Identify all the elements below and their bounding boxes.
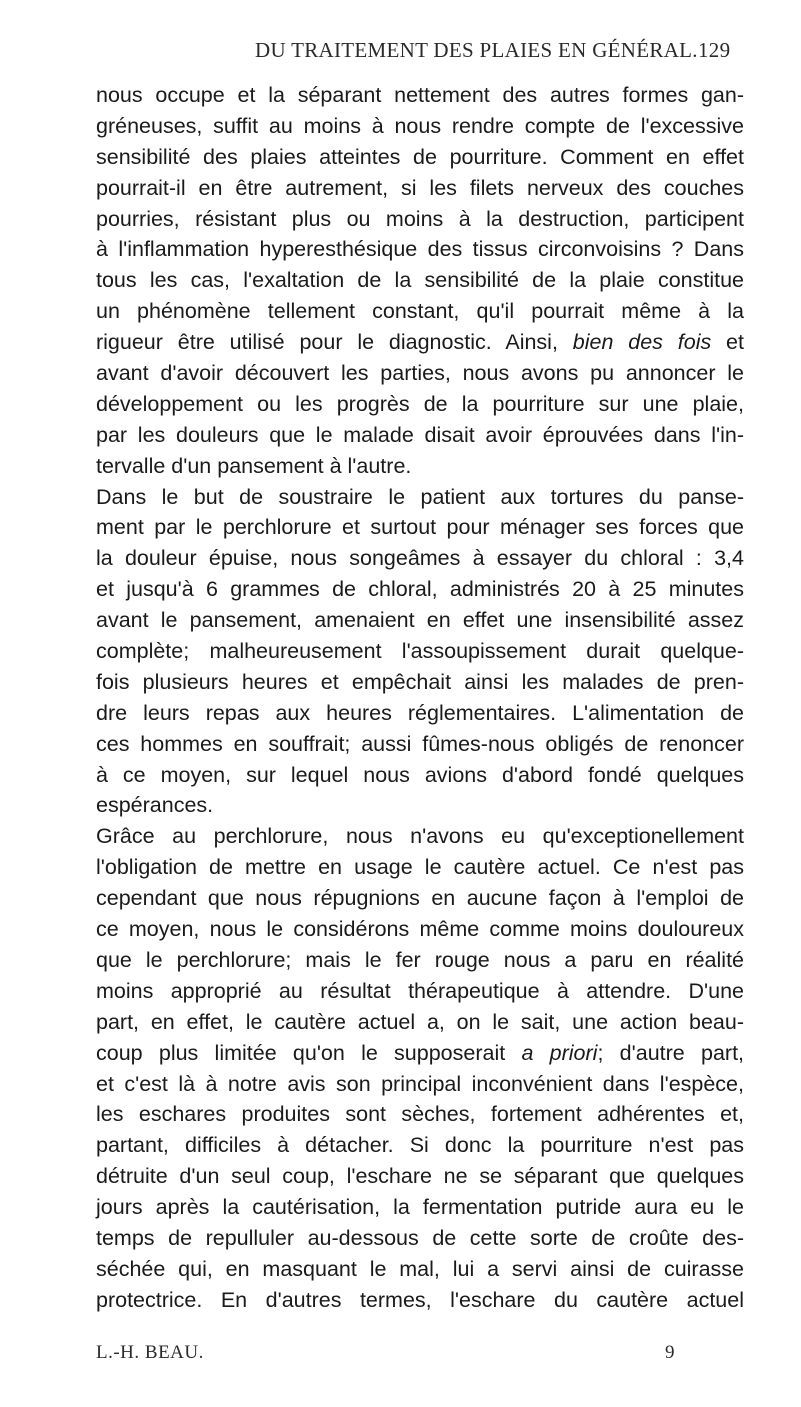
text-line: la douleur épuise, nous songeâmes à essayer du chloral : 3,4 bbox=[96, 546, 744, 571]
text-line: que le perchlorure; mais le fer rouge nous a paru en réalité bbox=[96, 947, 744, 972]
text-line: tervalle d'un pansement à l'autre. bbox=[96, 453, 412, 478]
text-line: rigueur être utilisé pour le diagnostic. Ainsi, bien des fois et bbox=[96, 330, 744, 355]
text-line: et c'est là à notre avis son principal inconvénient dans l'espèce, bbox=[96, 1071, 744, 1096]
text-line: et jusqu'à 6 grammes de chloral, administrés 20 à 25 minutes bbox=[96, 577, 744, 602]
text-line: un phénomène tellement constant, qu'il pourrait même à la bbox=[96, 299, 744, 324]
text-line: avant le pansement, amenaient en effet une insensibilité assez bbox=[96, 608, 744, 633]
text-line: partant, difficiles à détacher. Si donc la pourriture n'est pas bbox=[96, 1133, 744, 1158]
text-line: ment par le perchlorure et surtout pour ménager ses forces que bbox=[96, 515, 744, 540]
signature-line: L.-H. BEAU. bbox=[96, 1342, 204, 1363]
running-head bbox=[95, 38, 745, 68]
text-line: développement ou les progrès de la pourriture sur une plaie, bbox=[96, 391, 744, 416]
text-line: par les douleurs que le malade disait avoir éprouvées dans l'in- bbox=[96, 422, 744, 447]
text-line: pourries, résistant plus ou moins à la destruction, participent bbox=[96, 206, 744, 231]
text-line: ce moyen, nous le considérons même comme moins douloureux bbox=[96, 917, 744, 942]
text-line: l'obligation de mettre en usage le cautère actuel. Ce n'est pas bbox=[96, 855, 744, 880]
text-line: temps de repulluler au-dessous de cette sorte de croûte des- bbox=[96, 1225, 744, 1250]
page-footer bbox=[96, 1342, 746, 1372]
text-line: sensibilité des plaies atteintes de pourriture. Comment en effet bbox=[96, 144, 744, 169]
text-line: les eschares produites sont sèches, fortement adhérentes et, bbox=[96, 1102, 744, 1127]
text-line: cependant que nous répugnions en aucune façon à l'emploi de bbox=[96, 886, 744, 911]
text-line: fois plusieurs heures et empêchait ainsi les malades de pren- bbox=[96, 669, 744, 694]
text-line: moins approprié au résultat thérapeutique à attendre. D'une bbox=[96, 978, 744, 1003]
text-line: protectrice. En d'autres termes, l'eschare du cautère actuel bbox=[96, 1287, 744, 1312]
text-line: espérances. bbox=[96, 793, 214, 818]
page-number: 129 bbox=[698, 38, 731, 62]
text-line: gréneuses, suffit au moins à nous rendre compte de l'excessive bbox=[96, 113, 744, 138]
running-title: DU TRAITEMENT DES PLAIES EN GÉNÉRAL. bbox=[255, 38, 698, 62]
text-line: nous occupe et la séparant nettement des autres formes gan- bbox=[96, 83, 744, 107]
text-line: tous les cas, l'exaltation de la sensibilité de la plaie constitue bbox=[96, 268, 744, 293]
text-line: jours après la cautérisation, la fermentation putride aura eu le bbox=[96, 1195, 744, 1220]
text-line: à ce moyen, sur lequel nous avions d'abord fondé quelques bbox=[96, 762, 744, 787]
text-line: pourrait-il en être autrement, si les filets nerveux des couches bbox=[96, 175, 744, 200]
text-line: à l'inflammation hyperesthésique des tissus circonvoisins ? Dans bbox=[96, 237, 744, 262]
text-line: séchée qui, en masquant le mal, lui a servi ainsi de cuirasse bbox=[96, 1256, 744, 1281]
text-line: Dans le but de soustraire le patient aux tortures du panse- bbox=[96, 484, 744, 509]
text-line: coup plus limitée qu'on le supposerait a priori; d'autre part, bbox=[96, 1040, 745, 1065]
signature-mark: 9 bbox=[665, 1342, 675, 1363]
text-line: complète; malheureusement l'assoupissement durait quelque- bbox=[96, 639, 744, 664]
text-line: Grâce au perchlorure, nous n'avons eu qu'exceptionellement bbox=[96, 824, 744, 849]
text-line: ces hommes en souffrait; aussi fûmes-nous obligés de renoncer bbox=[96, 731, 744, 756]
body-text bbox=[96, 80, 744, 1316]
text-line: avant d'avoir découvert les parties, nous avons pu annoncer le bbox=[96, 361, 744, 386]
text-line: détruite d'un seul coup, l'eschare ne se séparant que quelques bbox=[96, 1164, 744, 1189]
text-line: dre leurs repas aux heures réglementaires. L'alimentation de bbox=[96, 700, 744, 725]
text-line: part, en effet, le cautère actuel a, on le sait, une action beau- bbox=[96, 1009, 744, 1034]
